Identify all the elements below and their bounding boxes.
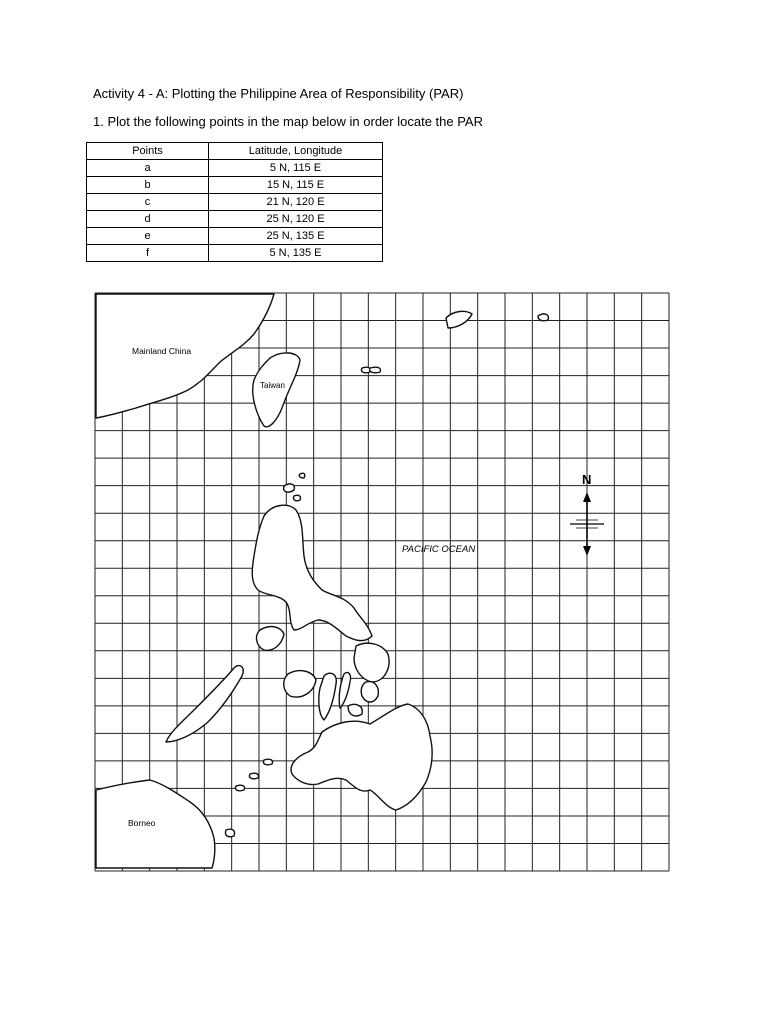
point-coords: 15 N, 115 E	[209, 177, 383, 194]
table-row	[87, 160, 383, 177]
pacific-ocean-label: PACIFIC OCEAN	[402, 544, 476, 555]
island	[299, 473, 305, 478]
bohol-island	[348, 704, 362, 716]
point-label: a	[87, 160, 209, 177]
instruction-text: 1. Plot the following points in the map below in order locate the PAR	[93, 114, 483, 129]
header-lat-long: Latitude, Longitude	[209, 143, 383, 160]
samar-island	[354, 643, 389, 682]
island	[293, 495, 300, 501]
island	[538, 314, 548, 321]
island	[263, 759, 272, 765]
points-table	[86, 142, 383, 262]
table-row	[87, 194, 383, 211]
borneo-label: Borneo	[128, 818, 156, 828]
mindoro-island	[257, 627, 284, 651]
point-label: c	[87, 194, 209, 211]
mindanao-island	[291, 704, 432, 810]
table-row	[87, 211, 383, 228]
mainland-china-land	[96, 294, 274, 418]
point-label: d	[87, 211, 209, 228]
island	[225, 829, 234, 837]
point-coords: 25 N, 135 E	[209, 228, 383, 245]
luzon-island	[252, 505, 372, 640]
table-header-row	[87, 143, 383, 160]
table-row	[87, 177, 383, 194]
north-label: N	[582, 472, 592, 487]
point-label: f	[87, 245, 209, 262]
point-coords: 21 N, 120 E	[209, 194, 383, 211]
island	[249, 773, 258, 779]
leyte-island	[361, 682, 378, 702]
island	[235, 785, 244, 791]
point-label: b	[87, 177, 209, 194]
table-row	[87, 228, 383, 245]
landmasses	[96, 294, 548, 868]
panay-island	[284, 671, 316, 697]
negros-island	[319, 673, 337, 720]
header-points: Points	[87, 143, 209, 160]
point-coords: 5 N, 135 E	[209, 245, 383, 262]
taiwan-label: Taiwan	[260, 381, 285, 390]
philippine-grid-map[interactable]	[92, 290, 670, 872]
mainland-china-label: Mainland China	[132, 346, 192, 356]
table-row	[87, 245, 383, 262]
island	[284, 484, 295, 492]
north-arrow-icon	[570, 472, 604, 556]
activity-title: Activity 4 - A: Plotting the Philippine Area of Responsibility (PAR)	[93, 86, 464, 101]
point-label: e	[87, 228, 209, 245]
point-coords: 25 N, 120 E	[209, 211, 383, 228]
island	[370, 367, 381, 373]
point-coords: 5 N, 115 E	[209, 160, 383, 177]
